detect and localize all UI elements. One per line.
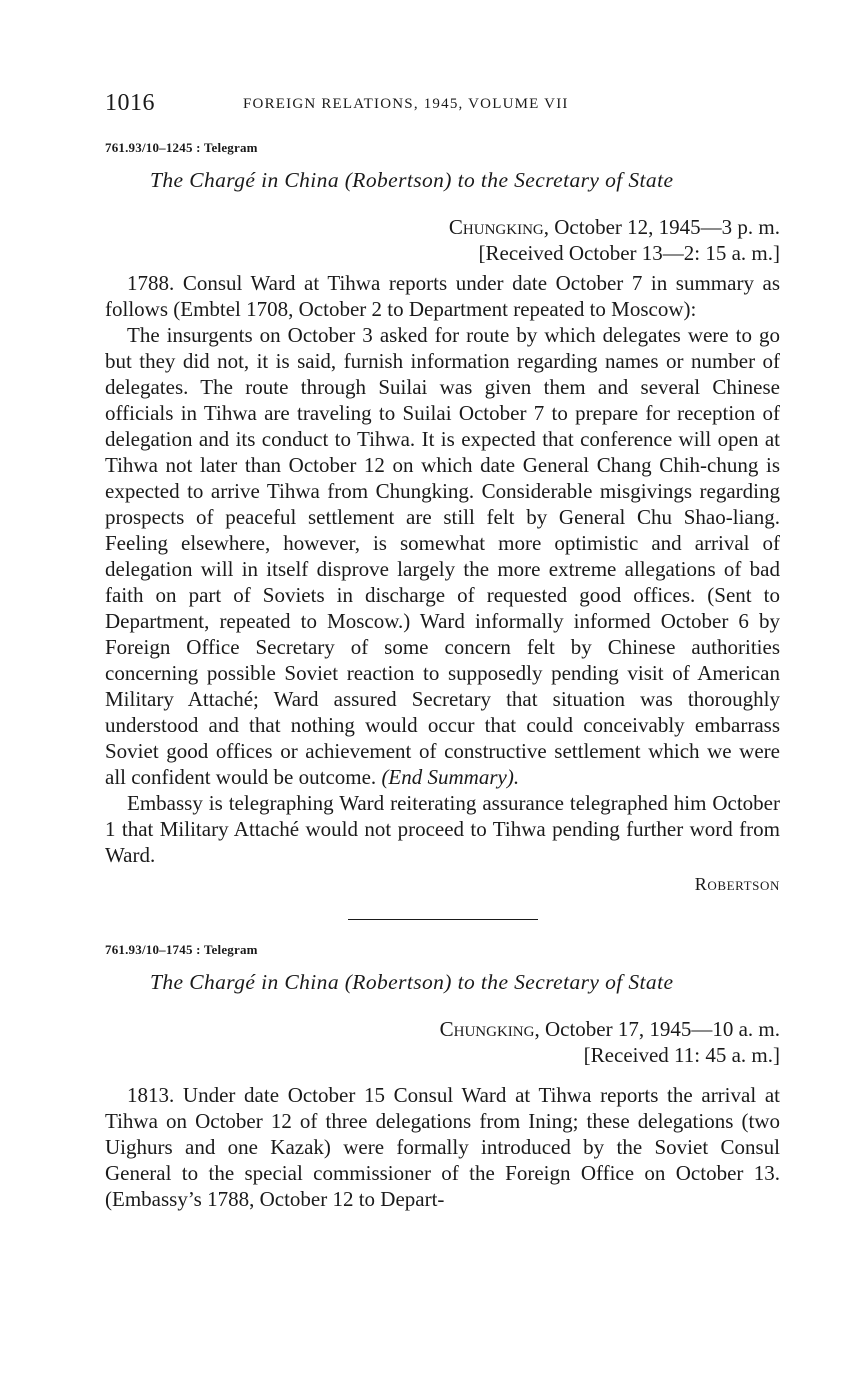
document-1 — [105, 140, 780, 897]
dateline-place: Chungking — [448, 215, 544, 239]
dateline-sent — [105, 214, 780, 240]
dateline-date: , October 17, 1945—10 a. m. — [534, 1017, 780, 1041]
paragraph — [105, 322, 780, 790]
paragraph-text: The insurgents on October 3 asked for route by which delegates were to go but they did not, it is said, furnish information regarding names or number of delegates. The route through Suilai was given them and several Chinese officials in Tihwa are traveling to Suilai October 7 to prepare for reception of delegation and its conduct to Tihwa. It is expected that conference will open at Tihwa not later than October 12 on which date General Chang Chih-chung is expected to arrive Tihwa from Chungking. Considerable misgivings regarding prospects of peaceful settlement are still felt by General Chu Shao-liang. Feeling elsewhere, however, is somewhat more optimistic and arrival of delegation will in itself disprove largely the more extreme allegations of bad faith on part of Soviets in discharge of requested good offices. (Sent to Department, repeated to Moscow.) Ward informally informed October 6 by Foreign Office Secretary of some concern felt by Chinese authorities concerning possible Soviet reaction to supposedly pending visit of American Military Attaché; Ward assured Secretary that situation was thoroughly understood and that nothing would occur that could conceivably embarrass Soviet good offices or achievement of constructive settlement which we were all confident would be outcome. — [105, 323, 780, 789]
dateline-date: , October 12, 1945—3 p. m. — [543, 215, 780, 239]
file-reference: 761.93/10–1245 : Telegram — [105, 140, 258, 155]
document-2 — [105, 942, 780, 1212]
signature: Robertson — [694, 874, 780, 894]
dateline — [105, 214, 780, 266]
end-summary: (End Summary). — [381, 765, 520, 789]
document-title: The Chargé in China (Robertson) to the Secretary of State — [150, 168, 674, 192]
file-reference: 761.93/10–1745 : Telegram — [105, 942, 258, 957]
document-body — [105, 270, 780, 868]
dateline-received: [Received 11: 45 a. m.] — [583, 1043, 780, 1067]
section-divider — [348, 919, 538, 920]
document-title: The Chargé in China (Robertson) to the Secretary of State — [150, 970, 674, 994]
dateline-place: Chungking — [439, 1017, 535, 1041]
paragraph: 1813. Under date October 15 Consul Ward at Tihwa reports the arrival at Tihwa on October 12 of three delegations from Ining; these delegations (two Uighurs and one Kazak) were formally introduced by the Soviet Consul General to the special commissioner of the Foreign Office on October 13. (Embassy’s 1788, October 12 to Depart- — [105, 1083, 780, 1211]
document-page — [105, 88, 780, 1212]
running-head — [105, 88, 780, 122]
dateline-received: [Received October 13—2: 15 a. m.] — [478, 241, 780, 265]
running-title: FOREIGN RELATIONS, 1945, VOLUME VII — [243, 96, 569, 112]
dateline — [105, 1016, 780, 1068]
page-number: 1016 — [105, 90, 155, 116]
paragraph: Embassy is telegraphing Ward reiterating assurance telegraphed him October 1 that Military Attaché would not proceed to Tihwa pending further word from Ward. — [105, 791, 780, 867]
paragraph: 1788. Consul Ward at Tihwa reports under date October 7 in summary as follows (Embtel 1708, October 2 to Department repeated to Moscow): — [105, 271, 780, 321]
dateline-sent — [105, 1016, 780, 1042]
document-body — [105, 1082, 780, 1212]
